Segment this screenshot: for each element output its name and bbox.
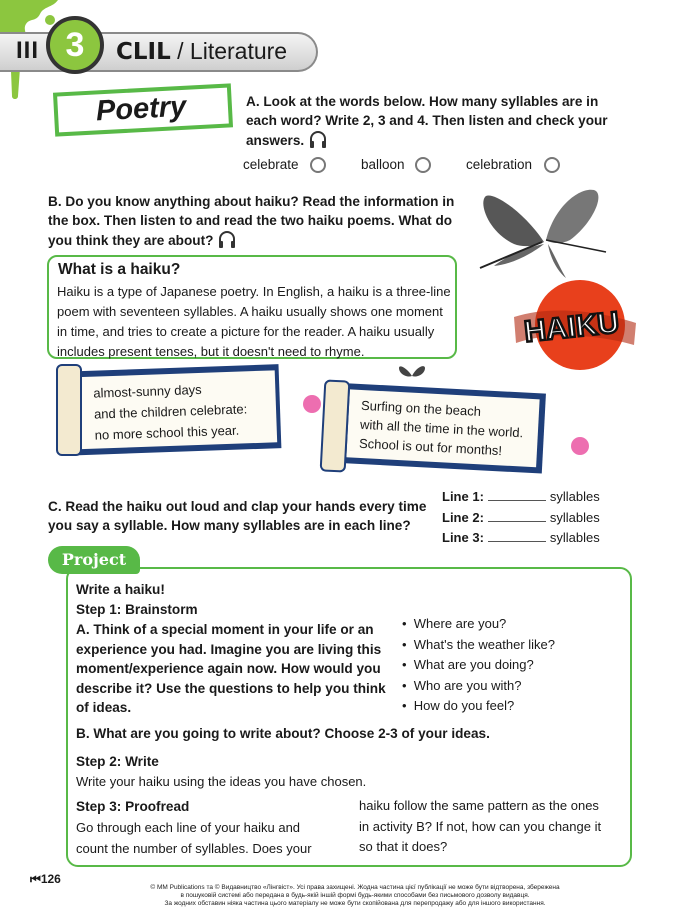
activity-c-line-2: you say a syllable. How many syllables are in each line? <box>48 518 411 533</box>
unit-title-rest: / Literature <box>170 38 288 64</box>
line-1-label: Line 1: <box>442 489 484 504</box>
activity-b-line-1: B. Do you know anything about haiku? Read the information in <box>48 194 455 209</box>
line-2-suffix: syllables <box>549 509 600 525</box>
question-text: What's the weather like? <box>413 636 555 652</box>
scroll-roller-1 <box>56 364 82 456</box>
project-b-instruction: B. What are you going to write about? Choose 2-3 of your ideas. <box>76 726 490 741</box>
poem-2-line-2: with all the time in the world. <box>359 416 524 441</box>
project-a-line-4: describe it? Use the questions to help you think <box>76 680 386 696</box>
page-number <box>30 872 61 887</box>
line-2-answer[interactable] <box>488 509 546 522</box>
poem-1-line-1: almost-sunny days <box>93 381 202 401</box>
footer-line-3: За жодних обставин ніяка частина цього матеріалу не може бути скопійована для перепродажу або для іншого використання. <box>164 900 546 907</box>
question-text: Who are you with? <box>413 677 522 693</box>
haiku-stamp-text: HAIKU <box>522 306 621 349</box>
line-3-answer[interactable] <box>488 529 546 542</box>
activity-a-line-3-text: answers. <box>246 133 305 148</box>
question-list <box>402 614 555 717</box>
haiku-stamp <box>510 275 640 385</box>
poem-1-line-3: no more school this year. <box>94 422 240 443</box>
step-3-right-line-2: in activity B? If not, how can you change it <box>359 818 602 834</box>
info-line-2: poem with seventeen syllables. A haiku usually shows one moment <box>57 304 443 319</box>
poem-1 <box>93 377 248 445</box>
answer-circle-celebrate[interactable] <box>310 157 326 173</box>
step-3-right-line-1: haiku follow the same pattern as the ones <box>359 798 599 813</box>
syllable-line-3 <box>442 528 600 549</box>
step-3-right-line-3: so that it does? <box>359 839 448 854</box>
activity-b-instruction <box>48 192 454 250</box>
line-1-suffix: syllables <box>549 489 600 504</box>
step-3-left-line-2: count the number of syllables. Does your <box>76 840 312 856</box>
poem-2-line-3: School is out for months! <box>358 435 503 459</box>
headphones-icon[interactable] <box>308 130 328 150</box>
project-a-line-3: moment/experience again now. How would you <box>76 661 381 676</box>
info-line-4: includes present tenses, but it doesn't need to rhyme. <box>57 344 365 359</box>
rewind-icon: ⏮ <box>30 872 41 886</box>
unit-number-badge: 3 <box>46 16 104 74</box>
word-balloon: balloon <box>361 157 405 172</box>
word-celebrate: celebrate <box>243 157 299 172</box>
line-1-answer[interactable] <box>488 488 546 501</box>
activity-a-line-1: A. Look at the words below. How many syllables are in <box>246 94 599 109</box>
question-item: • Who are you with? <box>402 677 522 693</box>
activity-c-instruction <box>48 497 426 535</box>
headphones-icon[interactable] <box>217 230 237 250</box>
poem-1-line-2: and the children celebrate: <box>93 401 248 422</box>
step-3-heading: Step 3: Proofread <box>76 799 190 814</box>
poem-2 <box>359 396 525 461</box>
question-item: • What's the weather like? <box>402 636 555 652</box>
project-a-line-2: experience you had. Imagine you are living this <box>76 641 382 657</box>
section-title: Poetry <box>95 90 188 128</box>
activity-a-instruction <box>246 92 608 150</box>
small-butterfly-icon <box>397 362 427 386</box>
step-3-text-left <box>76 818 312 859</box>
step-1-heading: Step 1: Brainstorm <box>76 602 198 617</box>
line-3-label: Line 3: <box>442 530 484 545</box>
activity-b-line-3 <box>48 230 454 250</box>
activity-a-line-2: each word? Write 2, 3 and 4. Then listen and check your <box>246 113 608 128</box>
question-item: • Where are you? <box>402 616 507 631</box>
info-box-text <box>57 282 451 362</box>
butterfly-illustration <box>474 182 614 287</box>
info-box-title: What is a haiku? <box>58 261 181 278</box>
info-line-3: in time, and tries to create a picture for the reader. A haiku usually <box>57 324 435 339</box>
syllable-line-1 <box>442 487 600 508</box>
project-a-line-1: A. Think of a special moment in your life or an <box>76 622 374 637</box>
unit-title <box>116 38 287 65</box>
step-3-left-line-1: Go through each line of your haiku and <box>76 820 301 835</box>
copyright-footer <box>120 884 590 908</box>
step-2-text: Write your haiku using the ideas you have chosen. <box>76 774 367 789</box>
question-text: What are you doing? <box>413 657 534 672</box>
info-line-1: Haiku is a type of Japanese poetry. In English, a haiku is a three-line <box>57 284 451 299</box>
step-2-heading: Step 2: Write <box>76 754 159 769</box>
question-item: • What are you doing? <box>402 657 534 672</box>
flower-decoration <box>300 392 324 416</box>
project-label: Project <box>48 546 140 574</box>
syllable-line-2 <box>442 508 600 529</box>
footer-line-2: в пошуковій системі або передана в будь-якій іншій формі будь-якими способами без письмового дозволу видавця. <box>180 892 530 899</box>
step-3-text-right <box>359 796 601 858</box>
project-a-instruction <box>76 620 386 718</box>
word-celebration: celebration <box>466 157 533 172</box>
unit-title-bold: CLIL <box>116 39 171 65</box>
question-text: How do you feel? <box>413 698 515 713</box>
question-item: • How do you feel? <box>402 698 515 713</box>
page-number-text: 126 <box>40 872 61 886</box>
line-2-label: Line 2: <box>442 509 484 525</box>
activity-b-line-2: the box. Then listen to and read the two haiku poems. What do <box>48 213 453 228</box>
answer-circle-celebration[interactable] <box>544 157 560 173</box>
footer-line-1: © MM Publications та © Видавництво «Лінгвіст». Усі права захищені. Жодна частина цієї публікації не може бути відтворена, збережена <box>150 884 560 891</box>
project-heading: Write a haiku! <box>76 582 165 597</box>
syllable-lines <box>442 487 600 549</box>
project-a-line-5: of ideas. <box>76 700 132 715</box>
activity-a-line-3 <box>246 130 608 150</box>
unit-roman-numeral: III <box>16 37 40 64</box>
question-text: Where are you? <box>413 616 507 631</box>
poem-2-line-1: Surfing on the beach <box>360 397 482 420</box>
answer-circle-balloon[interactable] <box>415 157 431 173</box>
activity-b-line-3-text: you think they are about? <box>48 233 214 248</box>
scroll-roller-2 <box>320 379 351 472</box>
activity-c-line-1: C. Read the haiku out loud and clap your hands every time <box>48 499 427 514</box>
line-3-suffix: syllables <box>549 530 600 545</box>
flower-decoration <box>568 434 592 458</box>
